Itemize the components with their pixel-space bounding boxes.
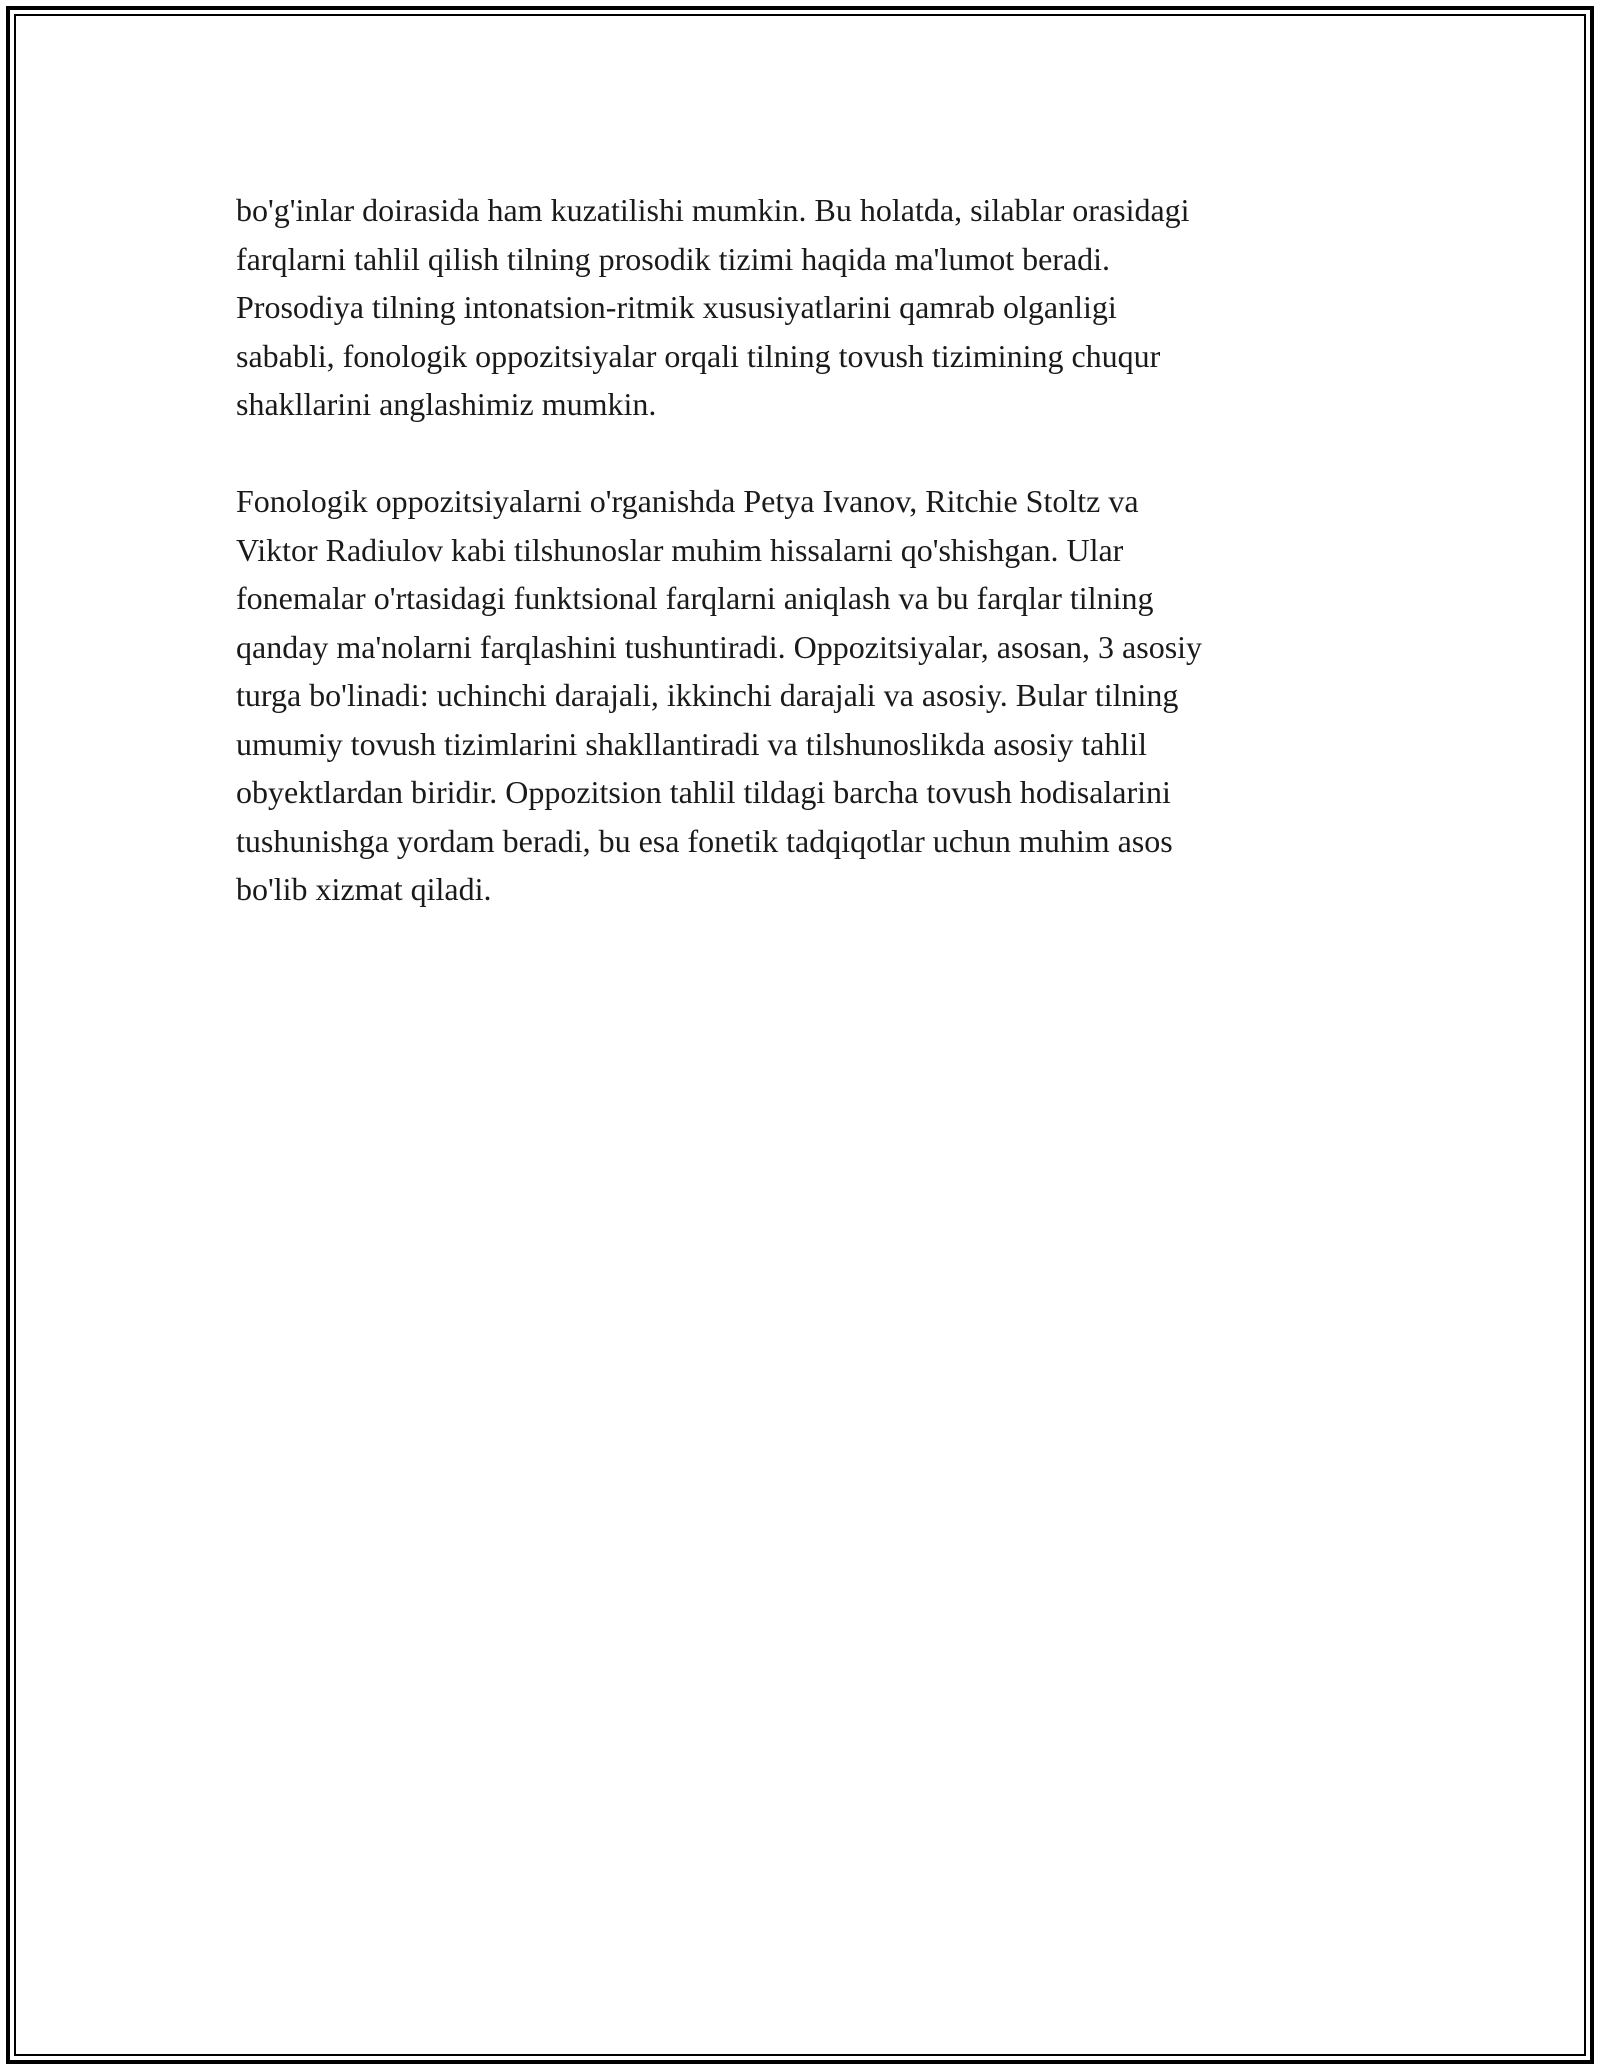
paragraph-1: bo'g'inlar doirasida ham kuzatilishi mumkin. Bu holatda, silablar orasidagi farqlarni tahlil qilish tilning prosodik tizimi haqida ma'lumot beradi. Prosodiya tilning intonatsion-ritmik xususiyatlarini qamrab olganligi sababli, fonologik oppozitsiyalar orqali tilning tovush tizimining chuqur shakllarini anglashimiz mumkin.	[236, 192, 1190, 422]
paragraph-2: Fonologik oppozitsiyalarni o'rganishda Petya Ivanov, Ritchie Stoltz va Viktor Radiulov kabi tilshunoslar muhim hissalarni qo'shishgan. Ular fonemalar o'rtasidagi funktsional farqlarni aniqlash va bu farqlar tilning qanday ma'nolarni farqlashini tushuntiradi. Oppozitsiyalar, asosan, 3 asosiy turga bo'linadi: uchinchi darajali, ikkinchi darajali va asosiy. Bular tilning umumiy tovush tizimlarini shakllantiradi va tilshunoslikda asosiy tahlil obyektlardan biridir. Oppozitsion tahlil tildagi barcha tovush hodisalarini tushunishga yordam beradi, bu esa fonetik tadqiqotlar uchun muhim asos bo'lib xizmat qiladi.	[236, 483, 1203, 907]
page-body	[236, 186, 1364, 962]
